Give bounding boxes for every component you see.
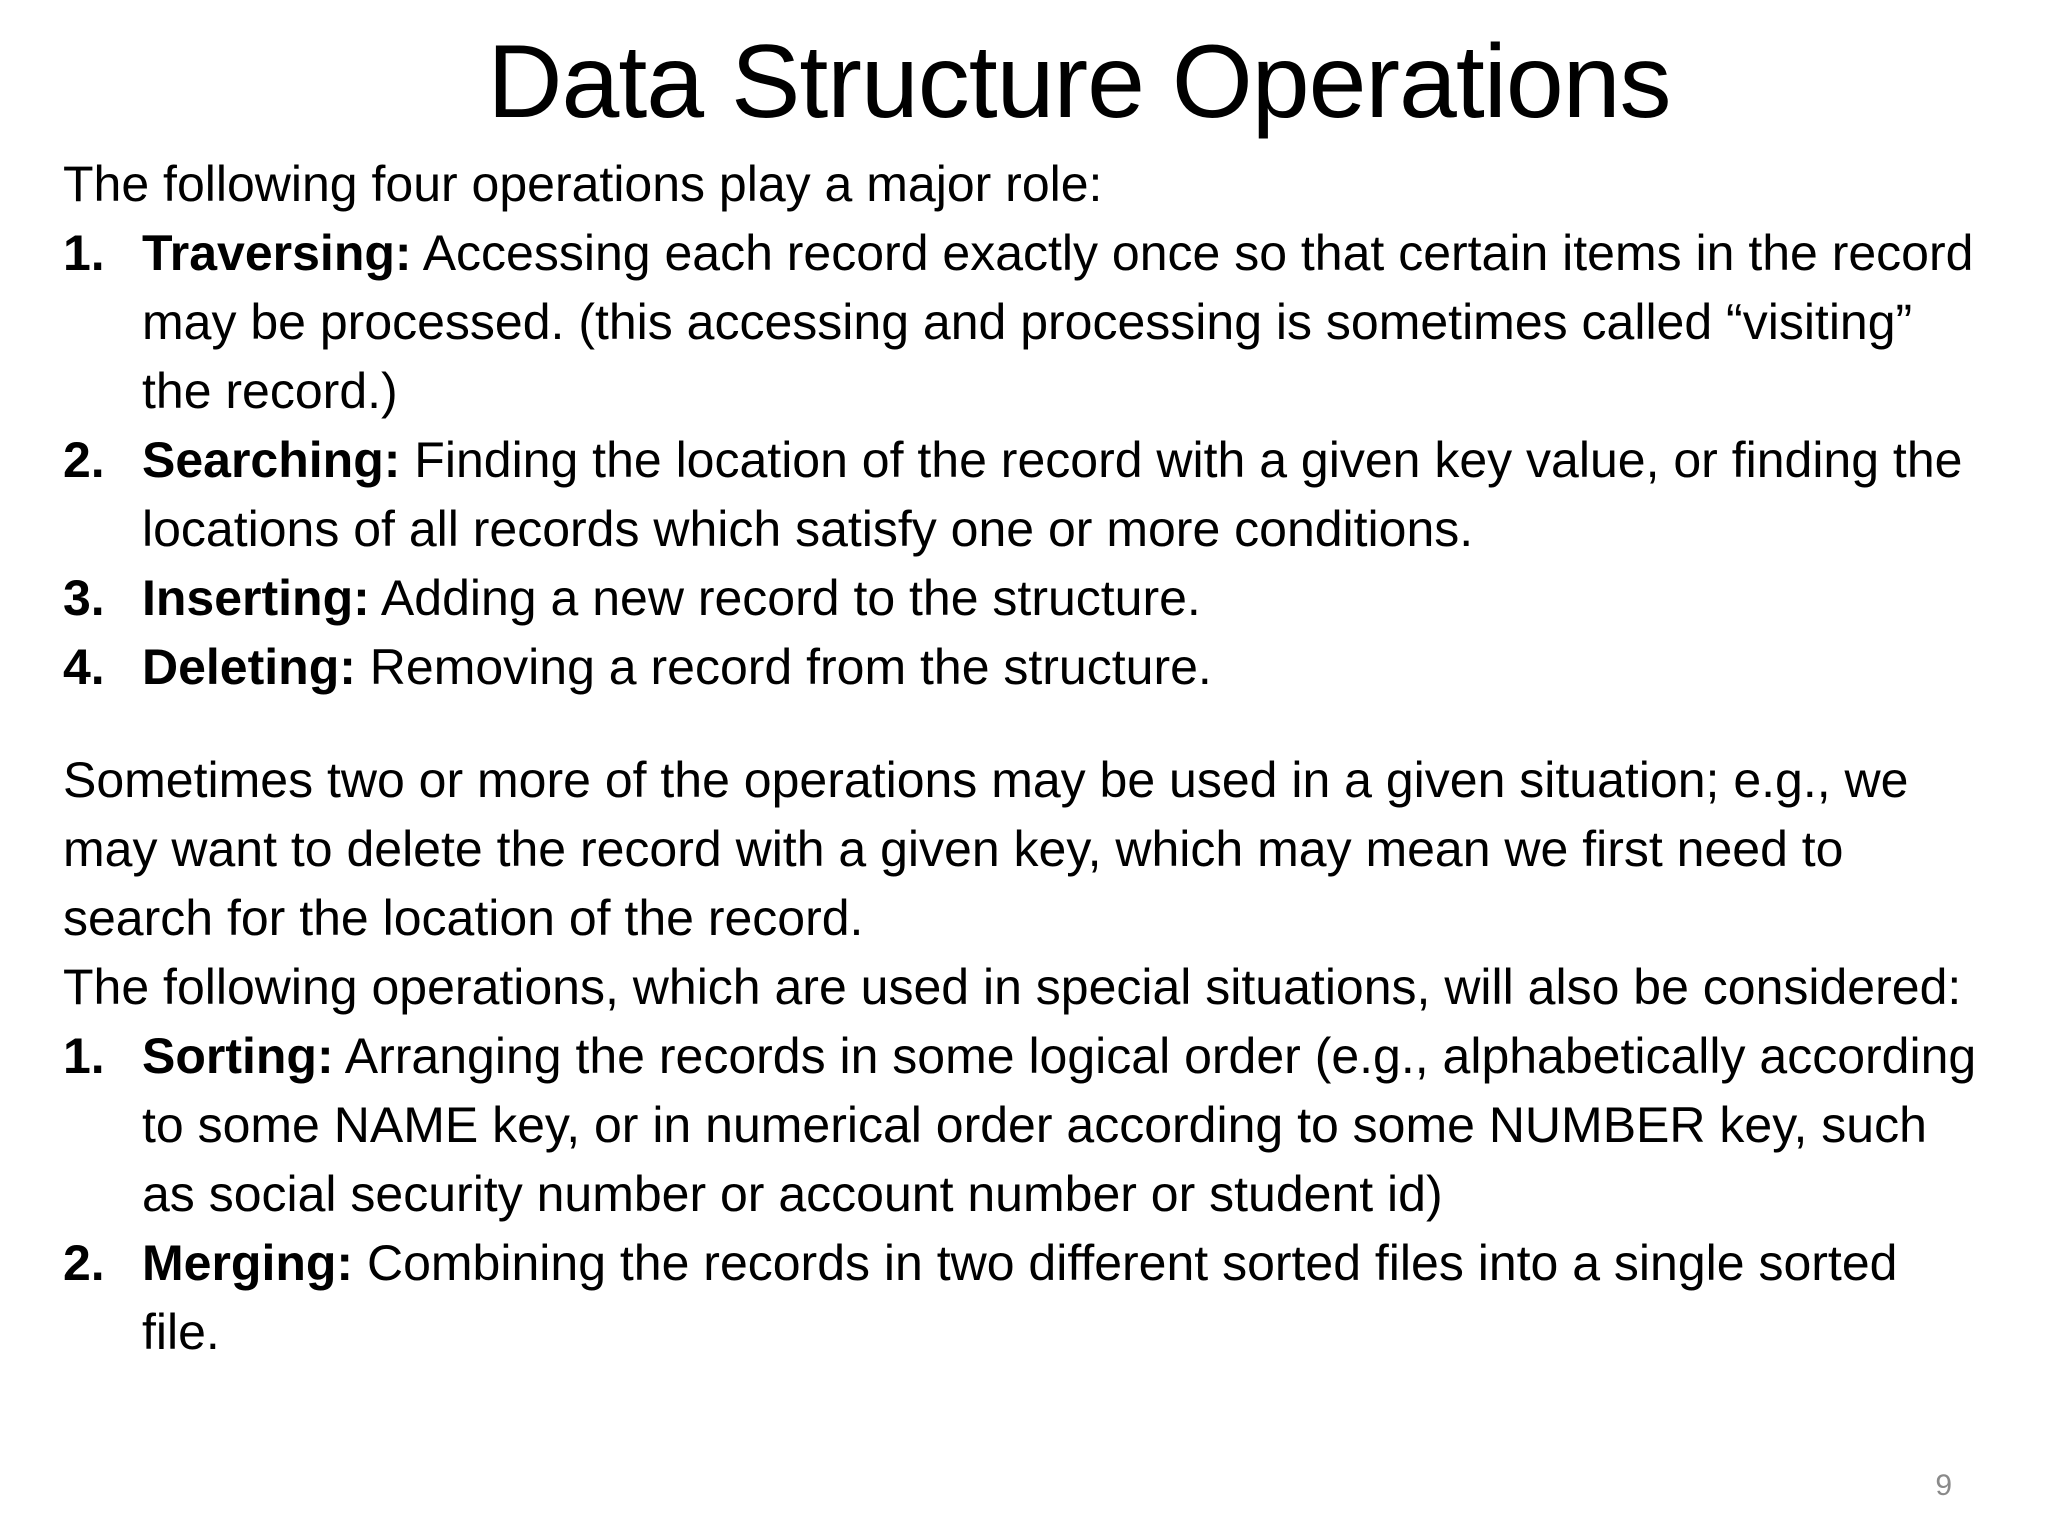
operation-term: Inserting: (142, 570, 370, 626)
paragraph-combined-operations: Sometimes two or more of the operations may be used in a given situation; e.g., we may want to delete the record with a given key, which may mean we first need to search for the location of the record. (63, 752, 1909, 946)
list-number: 4. (63, 639, 105, 695)
operation-description: Arranging the records in some logical order (e.g., alphabetically according to some NAME key, or in numerical order according to some NUMBER key, such as social security number or account number or student id) (142, 1028, 1977, 1222)
list-item (63, 219, 1983, 426)
spacer (63, 702, 1983, 746)
operation-description: Finding the location of the record with a given key value, or finding the locations of all records which satisfy one or more conditions. (142, 432, 1963, 557)
special-operations-list (63, 1022, 1983, 1367)
operation-description: Removing a record from the structure. (355, 639, 1212, 695)
list-number: 2. (63, 1235, 105, 1291)
list-number: 3. (63, 570, 105, 626)
intro-text: The following four operations play a major role: (63, 156, 1103, 212)
list-item (63, 564, 1983, 633)
paragraph-special-intro: The following operations, which are used in special situations, will also be considered: (63, 959, 1962, 1015)
list-item (63, 633, 1983, 702)
operation-description: Combining the records in two different sorted files into a single sorted file. (142, 1235, 1898, 1360)
list-item (63, 1229, 1983, 1367)
operation-term: Searching: (142, 432, 401, 488)
list-number: 2. (63, 432, 105, 488)
list-item (63, 1022, 1983, 1229)
list-number: 1. (63, 225, 105, 281)
slide-title: Data Structure Operations (487, 24, 1671, 140)
operation-term: Sorting: (142, 1028, 334, 1084)
main-operations-list (63, 219, 1983, 702)
operation-term: Traversing: (142, 225, 412, 281)
operation-term: Merging: (142, 1235, 354, 1291)
operation-term: Deleting: (142, 639, 356, 695)
list-item (63, 426, 1983, 564)
list-number: 1. (63, 1028, 105, 1084)
slide-content (63, 150, 1983, 1367)
slide-number: 9 (1935, 1469, 1952, 1502)
operation-description: Adding a new record to the structure. (369, 570, 1201, 626)
operation-description: Accessing each record exactly once so that certain items in the record may be processed. (this accessing and processing is sometimes called “visiting” the record.) (142, 225, 1974, 419)
